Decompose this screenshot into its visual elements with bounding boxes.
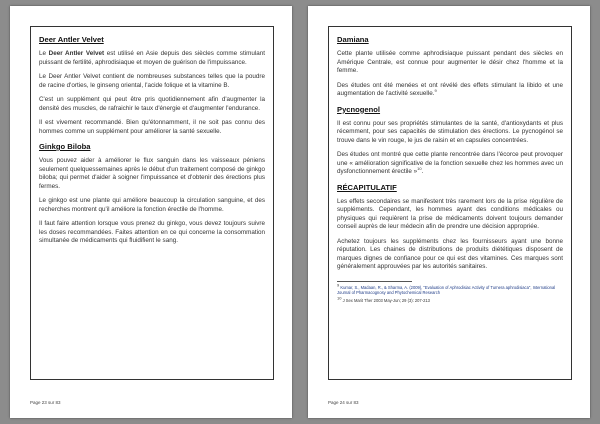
text-run: Des études ont montré que cette plante rencontrée dans l'écorce peut provoquer une « amélioration significative de la fonction sexuelle chez les hommes avec un dysfonctionnement érectile » (337, 151, 563, 175)
footnote-number: 10 (337, 295, 342, 301)
page-number: Page 24 sur 83 (328, 400, 359, 405)
paragraph: Il est vivement recommandé. Bien qu'étonnamment, il ne soit pas connu des hommes comme un supplément pour améliorer la santé sexuelle. (39, 119, 265, 135)
heading-damiana: Damiana (337, 35, 369, 44)
paragraph (337, 82, 563, 99)
paragraph: Il faut faire attention lorsque vous prenez du ginkgo, vous devez toujours suivre les doses recommandées. Faites attention en ce qui concerne la consommation simultanée de médicaments qui fluidifient le sang. (39, 220, 265, 244)
footnote-ref[interactable]: 9 (434, 87, 437, 93)
paragraph: Cette plante utilisée comme aphrodisiaque puissant pendant des siècles en Amérique Centrale, est connue pour augmenter le désir chez l'homme et la femme. (337, 50, 563, 74)
paragraph: Les effets secondaires se manifestent très rarement lors de la prise régulière de suppléments. Cependant, les hommes ayant des conditions médicales ou physiques qui requièrent la prise de médicaments doivent toujours demander conseil auprès de leur médecin afin de prendre une décision appropriée. (337, 197, 563, 230)
text-run: Des études ont été menées et ont révélé des effets stimulant la libido et une augmentation de l'activité sexuelle. (337, 81, 563, 97)
footnote-citation: J Sex Marit Ther 2003 May-Jun; 29 (3): 207-213 (342, 298, 430, 304)
footnote-divider (337, 281, 412, 282)
paragraph: Le Deer Antler Velvet contient de nombreuses substances telles que la poudre de racine d'orties, le ginseng oriental, l'acide folique et la vitamine B. (39, 73, 265, 89)
document-page-right (308, 6, 590, 418)
page-number: Page 23 sur 83 (30, 400, 61, 405)
page-border-frame (328, 26, 572, 380)
heading-pycnogenol: Pycnogenol (337, 104, 381, 114)
text-run: . (421, 168, 424, 175)
paragraph: C'est un supplément qui peut être pris quotidiennement afin d'augmenter la densité des muscles, de rafraichir le taux d'énergie et d'augmenter l'endurance. (39, 96, 265, 112)
heading-recapitulatif: RÉCAPITULATIF (337, 182, 397, 192)
footnote-ref[interactable]: 10 (417, 165, 422, 171)
paragraph (337, 151, 563, 177)
paragraph: Achetez toujours les suppléments chez les fournisseurs ayant une bonne réputation. Les chaines de distributions de produits diététiques disposent de marques dignes de confiance pour ce qui est des vitamines. Ces marques sont généralement approuvées par les autorités sanitaires. (337, 237, 563, 270)
paragraph: Il est connu pour ses propriétés stimulantes de la santé, d'antioxydants et plus récemment, pour ses capacités de stimulation des érections. Le pycnogénol se trouve dans le vin rouge, le jus de raisin et en capsules concentrées. (337, 119, 563, 144)
text-run: Le (39, 50, 47, 57)
bold-term: Deer Antler Velvet (48, 50, 105, 57)
document-page-left (10, 6, 292, 418)
footnote (337, 282, 563, 296)
footnote-number: 9 (337, 282, 340, 288)
heading-deer-antler-velvet: Deer Antler Velvet (39, 35, 104, 44)
footnote (337, 295, 563, 304)
page-border-frame (30, 26, 274, 380)
paragraph: Vous pouvez aider à améliorer le flux sanguin dans les vaisseaux péniens seulement quelquessemaines après le début d'un traitement composé de ginkgo biloba; qui permet d'aider à soigner l'impuissance et d'obtenir des érections plus fermes. (39, 157, 265, 190)
text-run: est utilisé en Asie depuis des siècles comme stimulant puissant de fertilité, aphrodisiaque et moyen de guérison de l'impuissance. (39, 50, 266, 66)
paragraph (39, 50, 265, 67)
heading-ginkgo-biloba: Ginkgo Biloba (39, 142, 91, 151)
paragraph: Le ginkgo est une plante qui améliore beaucoup la circulation sanguine, et des recherches montrent qu'il améliore la fonction érectile de l'homme. (39, 197, 265, 213)
footnote-citation[interactable]: Kumar, S., Madaan, R., & Sharma, A. (2009), "Evaluation of Aphrodisiac Activity of Turnera aphrodisiaca", International Journal of Pharmacognosy and Phytochemical Research (337, 284, 556, 295)
